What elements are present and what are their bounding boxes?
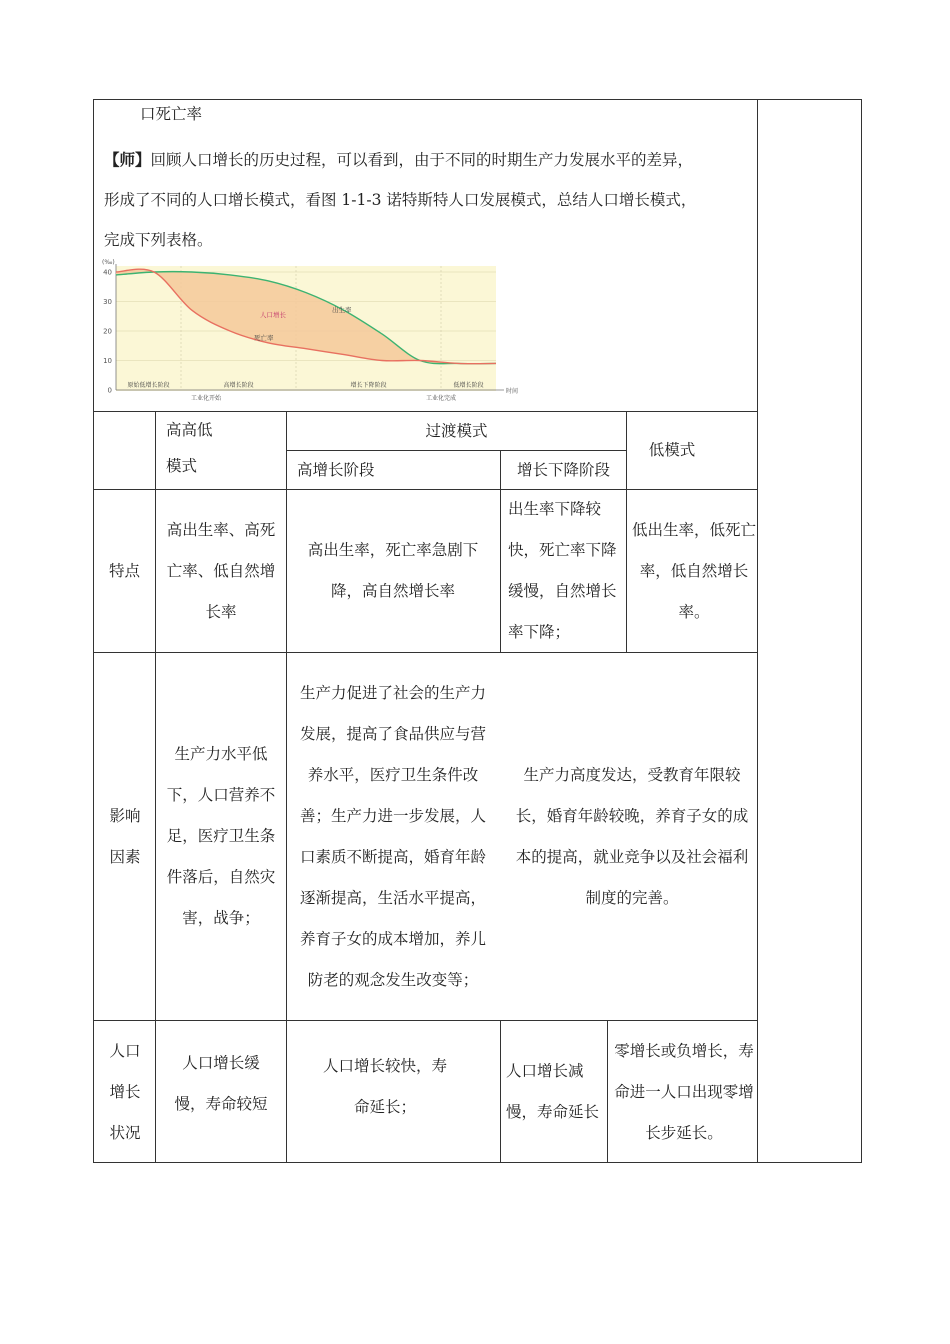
growth-high-growth: 人口增长较快，寿命延长； xyxy=(322,1057,447,1116)
growth-low: 零增长或负增长，寿命进一人口出现零增长步延长。 xyxy=(614,1041,754,1142)
col-divider xyxy=(607,1020,608,1163)
header-high-mode: 高高低 模式 xyxy=(166,421,213,475)
features-high-growth: 高出生率，死亡率急剧下降，高自然增长率 xyxy=(307,541,479,600)
col-divider xyxy=(500,1020,501,1163)
header-low-mode: 低模式 xyxy=(648,441,696,459)
stage-label: 原始低增长阶段 xyxy=(127,382,170,389)
intro-line-2: 形成了不同的人口增长模式，看图 1-1-3 诺特斯特人口发展模式，总结人口增长模式， xyxy=(104,191,697,209)
factors-declining-and-low: 生产力高度发达，受教育年限较长，婚育年龄较晚，养育子女的成本的提高，就业竞争以及社会福利制度的完善。 xyxy=(515,765,749,907)
row-label-features: 特点 xyxy=(108,561,140,580)
stage-label: 增长下降阶段 xyxy=(350,382,387,389)
header-transition: 过渡模式 xyxy=(425,421,488,440)
intro-line-3: 完成下列表格。 xyxy=(104,231,213,249)
stage-label: 高增长阶段 xyxy=(223,382,254,389)
y-axis-label: (‰) xyxy=(102,259,115,266)
col-divider xyxy=(286,411,287,1163)
marker-label: 工业化开始 xyxy=(190,395,222,402)
intro-line-1: 回顾人口增长的历史过程，可以看到，由于不同的时期生产力发展水平的差异， xyxy=(150,151,694,169)
area-label: 人口增长 xyxy=(260,311,286,319)
margin-divider xyxy=(757,99,758,1163)
y-tick-label: 0 xyxy=(107,386,112,395)
intro-heading: 口死亡率 xyxy=(140,105,203,123)
series-label-birth: 出生率 xyxy=(332,306,352,314)
series-label-death: 死亡率 xyxy=(254,334,274,342)
growth-declining: 人口增长减慢，寿命延长 xyxy=(506,1062,600,1121)
growth-high: 人口增长缓慢，寿命较短 xyxy=(174,1054,268,1113)
features-declining: 出生率下降较快，死亡率下降缓慢，自然增长率下降； xyxy=(508,500,617,641)
factors-high-growth: 生产力促进了社会的生产力发展，提高了食品供应与营养水平，医疗卫生条件改善；生产力进一步发展，人口素质不断提高，婚育年龄逐渐提高，生活水平提高，养育子女的成本增加，养儿防老的观念发生改变等； xyxy=(299,683,486,989)
row-label-factors: 影响因素 xyxy=(109,806,141,866)
y-tick-label: 30 xyxy=(103,298,112,306)
y-tick-label: 10 xyxy=(103,357,112,365)
population-transition-chart xyxy=(96,256,526,406)
header-declining: 增长下降阶段 xyxy=(516,460,610,479)
row-label-growth: 人口增长状况 xyxy=(109,1041,141,1142)
features-low: 低出生率，低死亡率，低自然增长率。 xyxy=(632,520,757,621)
features-high: 高出生率、高死亡率、低自然增长率 xyxy=(166,520,276,621)
marker-label: 工业化完成 xyxy=(425,395,457,402)
intro-paragraph xyxy=(104,140,754,260)
col-divider xyxy=(155,411,156,1163)
teacher-tag: 【师】 xyxy=(104,150,151,169)
y-tick-label: 40 xyxy=(103,268,112,277)
stage-label: 低增长阶段 xyxy=(453,382,484,389)
factors-high: 生产力水平低下，人口营养不足，医疗卫生条件落后，自然灾害，战争； xyxy=(166,745,276,927)
y-tick-label: 20 xyxy=(103,327,112,336)
header-high-growth: 高增长阶段 xyxy=(297,460,375,479)
x-axis-label: 时间 xyxy=(506,388,519,395)
